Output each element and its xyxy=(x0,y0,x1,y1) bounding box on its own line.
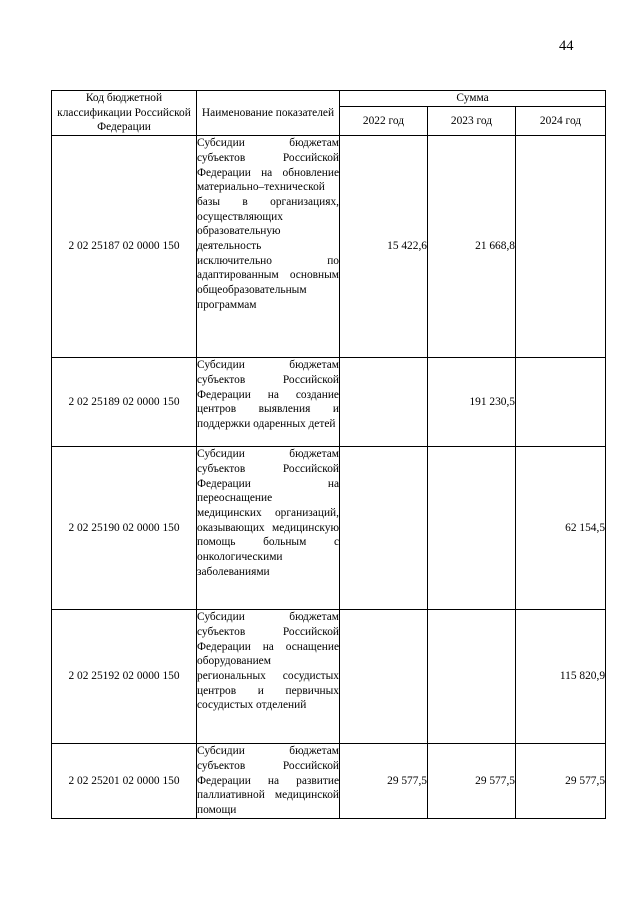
page-number: 44 xyxy=(559,38,574,54)
table-row xyxy=(52,610,606,744)
row-amount-2024 xyxy=(516,136,606,358)
row-amount-2022: 29 577,5 xyxy=(340,744,428,819)
table-row xyxy=(52,136,606,358)
row-amount-2024 xyxy=(516,358,606,447)
row-amount-2023: 21 668,8 xyxy=(428,136,516,358)
header-year-2023: 2023 год xyxy=(428,107,516,136)
header-code: Код бюджетной классификации Российской Федерации xyxy=(52,91,197,136)
row-code: 2 02 25192 02 0000 150 xyxy=(52,610,197,744)
row-amount-2022 xyxy=(340,447,428,610)
row-name: Субсидии бюджетам субъектов Российской Федерации на переоснащение медицинских организаций, оказывающих медицинскую помощь больным с онкологическими заболеваниями xyxy=(197,447,340,610)
row-amount-2024: 115 820,9 xyxy=(516,610,606,744)
row-code: 2 02 25201 02 0000 150 xyxy=(52,744,197,819)
header-sum: Сумма xyxy=(340,91,606,107)
row-name: Субсидии бюджетам субъектов Российской Федерации на оснащение оборудованием региональных сосудистых центров и первичных сосудистых отделений xyxy=(197,610,340,744)
row-amount-2024: 62 154,5 xyxy=(516,447,606,610)
row-name: Субсидии бюджетам субъектов Российской Федерации на развитие паллиативной медицинской помощи xyxy=(197,744,340,819)
row-name: Субсидии бюджетам субъектов Российской Федерации на создание центров выявления и поддержки одаренных детей xyxy=(197,358,340,447)
row-amount-2022: 15 422,6 xyxy=(340,136,428,358)
row-code: 2 02 25187 02 0000 150 xyxy=(52,136,197,358)
row-amount-2022 xyxy=(340,610,428,744)
row-code: 2 02 25189 02 0000 150 xyxy=(52,358,197,447)
row-amount-2023 xyxy=(428,610,516,744)
header-name: Наименование показателей xyxy=(197,91,340,136)
table-row xyxy=(52,358,606,447)
header-year-2024: 2024 год xyxy=(516,107,606,136)
header-year-2022: 2022 год xyxy=(340,107,428,136)
row-amount-2022 xyxy=(340,358,428,447)
row-amount-2024: 29 577,5 xyxy=(516,744,606,819)
budget-table xyxy=(51,90,606,819)
table-row xyxy=(52,447,606,610)
row-code: 2 02 25190 02 0000 150 xyxy=(52,447,197,610)
row-amount-2023 xyxy=(428,447,516,610)
row-amount-2023: 191 230,5 xyxy=(428,358,516,447)
row-name: Субсидии бюджетам субъектов Российской Федерации на обновление материально–технической базы в организациях, осуществляющих образовательную деятельность исключительно по адаптированным основным общеобразовательным программам xyxy=(197,136,340,358)
row-amount-2023: 29 577,5 xyxy=(428,744,516,819)
table-row xyxy=(52,744,606,819)
